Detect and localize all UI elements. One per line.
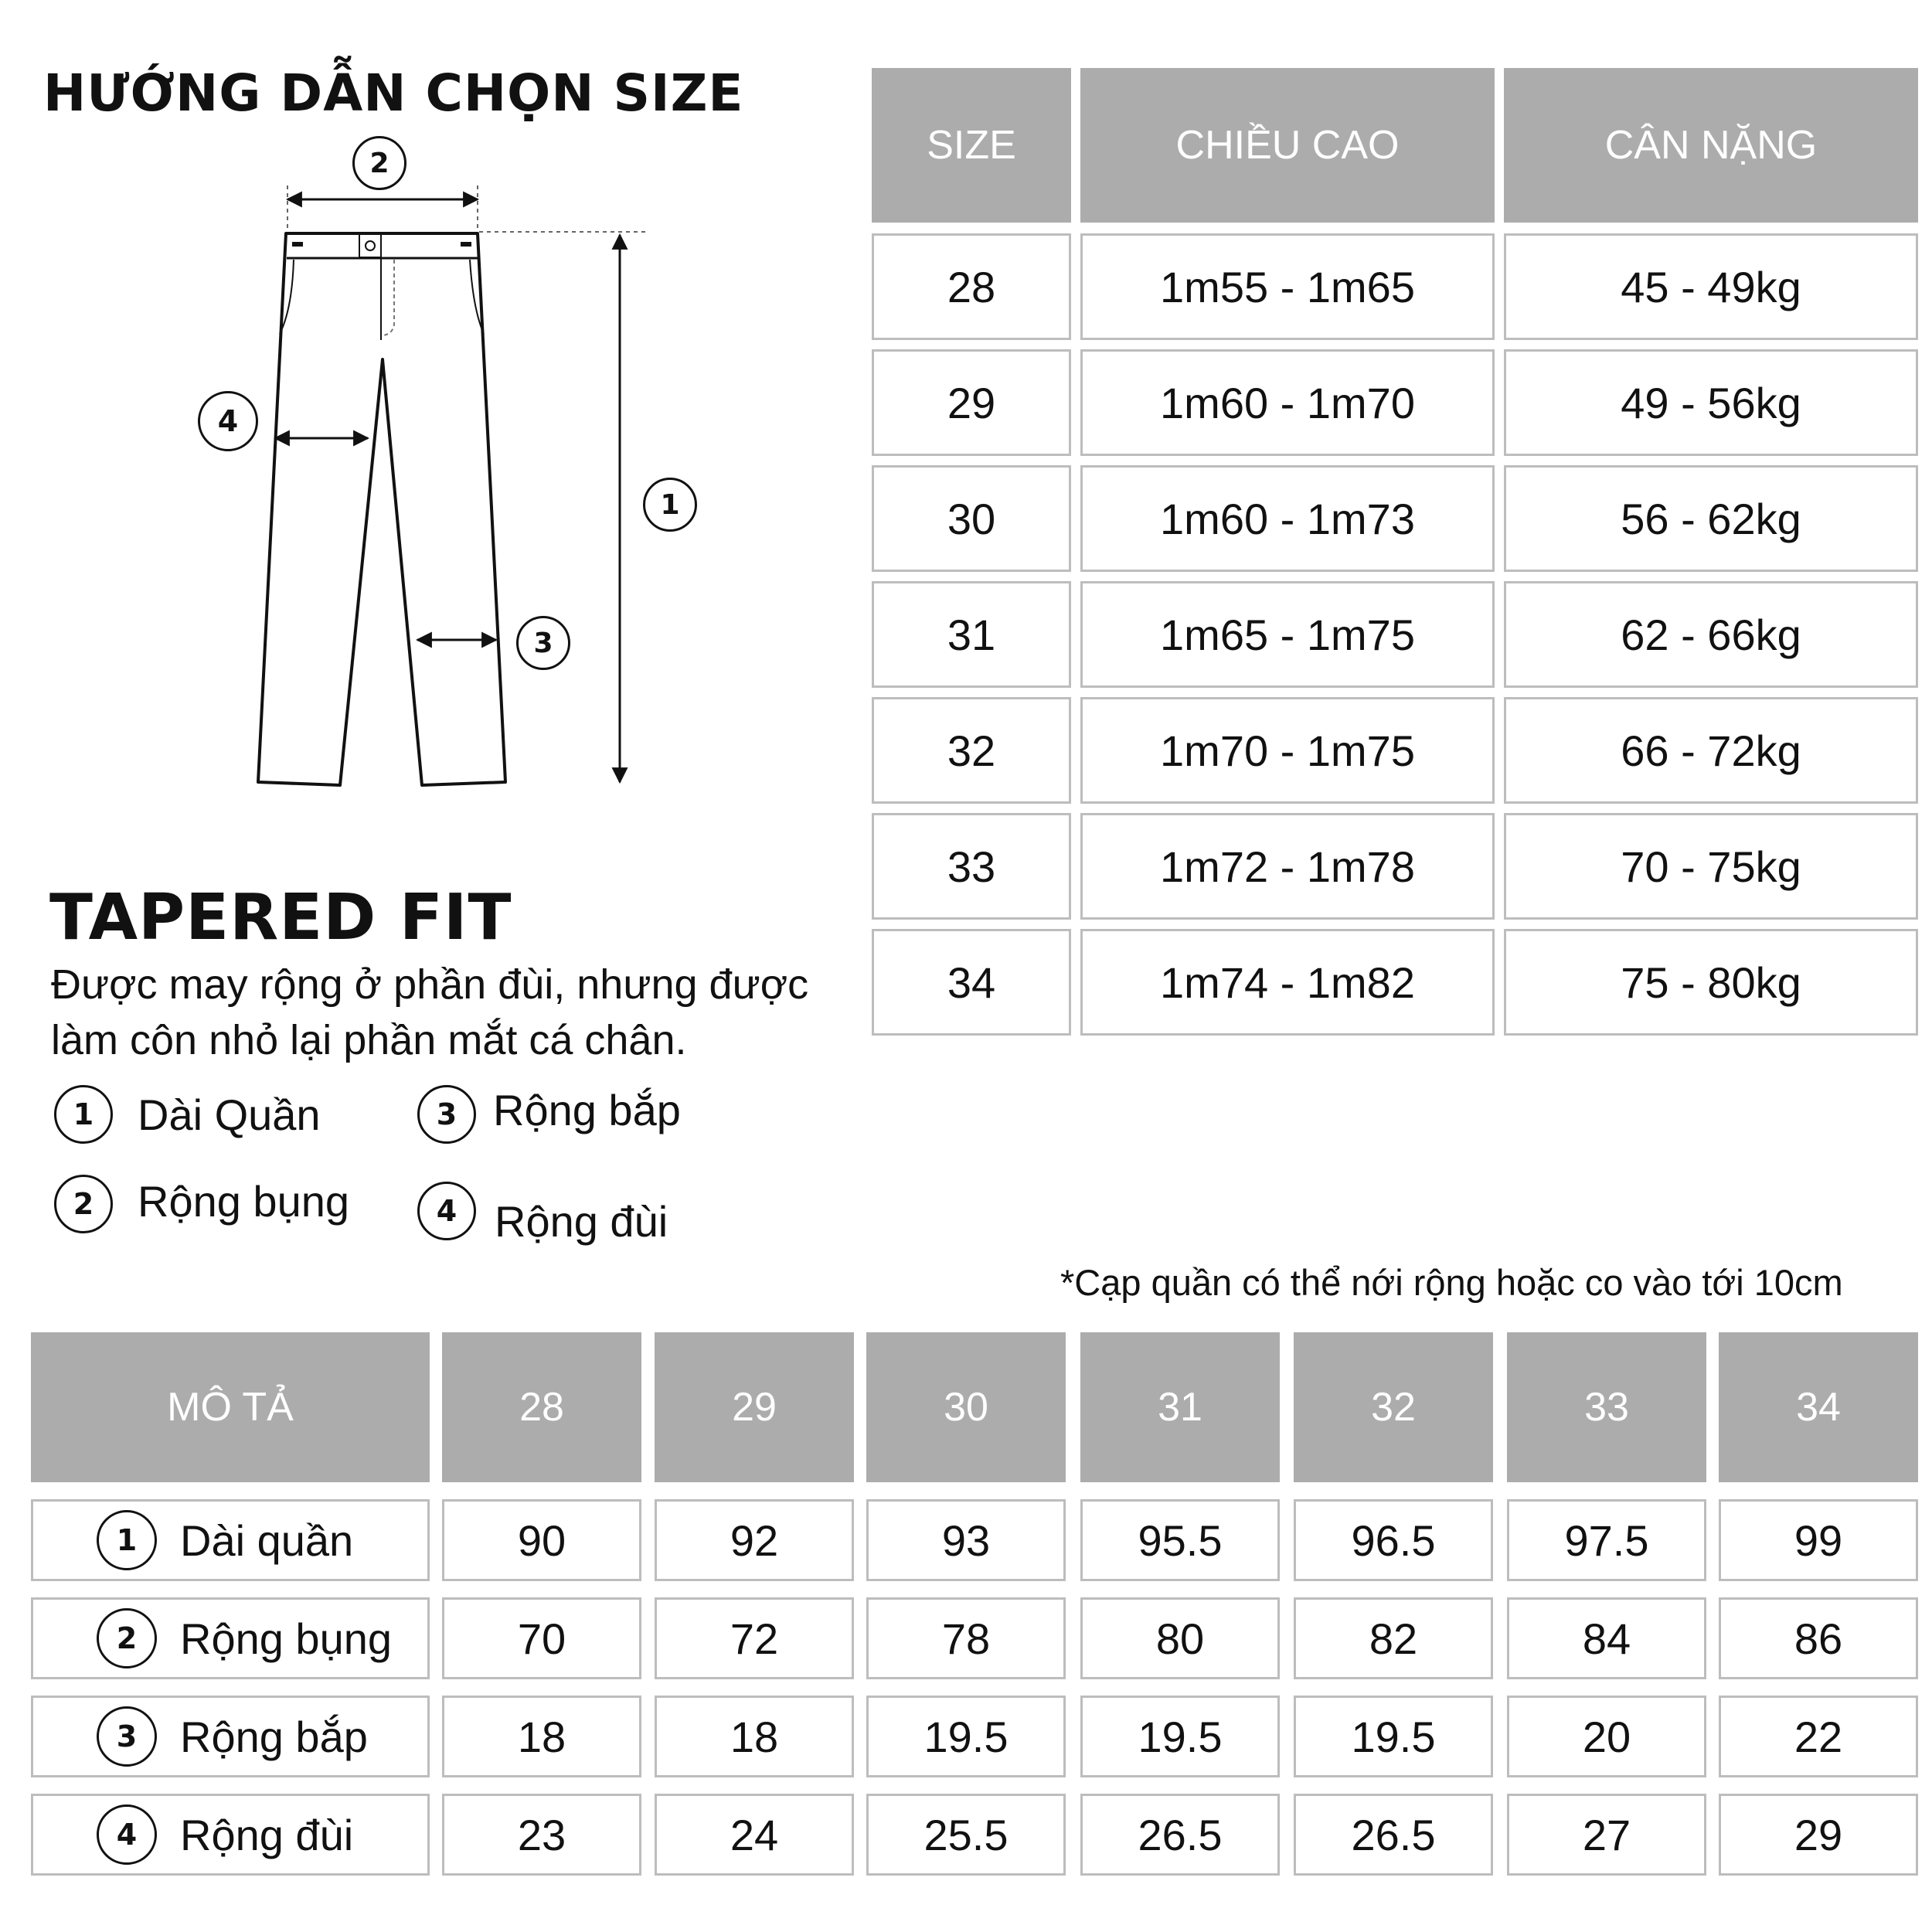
size-table-cell: 1m74 - 1m82: [1080, 929, 1495, 1036]
legend-number: 3: [417, 1085, 476, 1144]
measure-table-cell: 18: [442, 1696, 641, 1777]
measure-table-cell: 96.5: [1294, 1499, 1493, 1581]
measure-table-cell: 27: [1507, 1794, 1706, 1876]
legend-item: [54, 1175, 349, 1233]
size-table-cell: 45 - 49kg: [1504, 233, 1918, 340]
legend-label: Rộng đùi: [495, 1197, 668, 1246]
size-table-cell: 1m72 - 1m78: [1080, 813, 1495, 920]
size-table-cell: 29: [872, 349, 1071, 456]
measure-number: 2: [97, 1608, 157, 1668]
size-table-cell: 32: [872, 697, 1071, 804]
measure-table-cell: 25.5: [866, 1794, 1066, 1876]
size-table-cell: 30: [872, 465, 1071, 572]
measure-row-label: [31, 1794, 430, 1876]
measure-table-cell: 26.5: [1080, 1794, 1280, 1876]
measure-row-label: [31, 1696, 430, 1777]
measure-table-cell: 70: [442, 1597, 641, 1679]
measure-label: Rộng bắp: [180, 1712, 368, 1761]
measure-table-cell: 97.5: [1507, 1499, 1706, 1581]
measure-table-header: 33: [1507, 1332, 1706, 1482]
measure-table-header: MÔ TẢ: [31, 1332, 430, 1482]
pants-diagram: [0, 0, 773, 819]
measure-table-cell: 19.5: [1080, 1696, 1280, 1777]
size-table-cell: 34: [872, 929, 1071, 1036]
size-table-cell: 75 - 80kg: [1504, 929, 1918, 1036]
size-table-cell: 28: [872, 233, 1071, 340]
size-table-header: CHIỀU CAO: [1080, 68, 1495, 223]
measure-table-cell: 26.5: [1294, 1794, 1493, 1876]
measure-table-cell: 90: [442, 1499, 641, 1581]
fit-description: Được may rộng ở phần đùi, nhưng được làm côn nhỏ lại phần mắt cá chân.: [51, 961, 809, 1063]
size-table-cell: 1m55 - 1m65: [1080, 233, 1495, 340]
legend-number: 2: [54, 1175, 113, 1233]
size-table-header: SIZE: [872, 68, 1071, 223]
measure-number: 1: [97, 1510, 157, 1570]
legend-item: [417, 1175, 668, 1247]
measure-label: Rộng đùi: [180, 1810, 354, 1859]
measure-row-label: [31, 1499, 430, 1581]
size-table-cell: 70 - 75kg: [1504, 813, 1918, 920]
measure-table-cell: 82: [1294, 1597, 1493, 1679]
measure-number: 3: [97, 1706, 157, 1767]
legend-number: 1: [54, 1085, 113, 1144]
measure-number: 4: [97, 1804, 157, 1865]
waist-note: *Cạp quần có thể nới rộng hoặc co vào tới 10cm: [1060, 1262, 1843, 1303]
measure-table-cell: 24: [655, 1794, 854, 1876]
page-title: HƯỚNG DẪN CHỌN SIZE: [43, 63, 744, 123]
legend-item: [417, 1085, 681, 1144]
measure-table-cell: 18: [655, 1696, 854, 1777]
marker-3: 3: [516, 616, 570, 670]
measure-table-cell: 29: [1719, 1794, 1918, 1876]
measure-table-cell: 92: [655, 1499, 854, 1581]
size-table-header: CÂN NẶNG: [1504, 68, 1918, 223]
measure-table-cell: 80: [1080, 1597, 1280, 1679]
size-table-cell: 1m65 - 1m75: [1080, 581, 1495, 688]
size-table-cell: 1m60 - 1m73: [1080, 465, 1495, 572]
measure-table-cell: 23: [442, 1794, 641, 1876]
measure-table-header: 32: [1294, 1332, 1493, 1482]
fit-title: TAPERED FIT: [49, 881, 512, 954]
size-table-cell: 49 - 56kg: [1504, 349, 1918, 456]
marker-1: 1: [643, 478, 697, 532]
size-table-cell: 66 - 72kg: [1504, 697, 1918, 804]
measure-table-cell: 19.5: [866, 1696, 1066, 1777]
marker-4: 4: [198, 391, 258, 451]
legend-label: Rộng bắp: [493, 1085, 681, 1134]
legend-number: 4: [417, 1182, 476, 1240]
measure-table-cell: 20: [1507, 1696, 1706, 1777]
measure-table-cell: 22: [1719, 1696, 1918, 1777]
measure-table-header: 34: [1719, 1332, 1918, 1482]
measure-table-cell: 93: [866, 1499, 1066, 1581]
measure-table-cell: 19.5: [1294, 1696, 1493, 1777]
size-table-cell: 1m60 - 1m70: [1080, 349, 1495, 456]
measure-table-cell: 86: [1719, 1597, 1918, 1679]
legend-item: [54, 1085, 321, 1144]
measure-table-cell: 95.5: [1080, 1499, 1280, 1581]
size-table-cell: 1m70 - 1m75: [1080, 697, 1495, 804]
measure-table-cell: 99: [1719, 1499, 1918, 1581]
size-table-cell: 33: [872, 813, 1071, 920]
measure-label: Dài quần: [180, 1515, 354, 1565]
measure-table-cell: 84: [1507, 1597, 1706, 1679]
size-table-cell: 31: [872, 581, 1071, 688]
size-table-cell: 56 - 62kg: [1504, 465, 1918, 572]
measure-table-header: 29: [655, 1332, 854, 1482]
legend-label: Rộng bụng: [138, 1176, 350, 1226]
measure-table-header: 28: [442, 1332, 641, 1482]
measure-table-header: 31: [1080, 1332, 1280, 1482]
marker-2: 2: [352, 136, 406, 190]
measure-table-cell: 78: [866, 1597, 1066, 1679]
measure-table-header: 30: [866, 1332, 1066, 1482]
legend-label: Dài Quần: [138, 1090, 321, 1139]
size-table-cell: 62 - 66kg: [1504, 581, 1918, 688]
measure-row-label: [31, 1597, 430, 1679]
measure-label: Rộng bụng: [180, 1614, 393, 1663]
measure-table-cell: 72: [655, 1597, 854, 1679]
